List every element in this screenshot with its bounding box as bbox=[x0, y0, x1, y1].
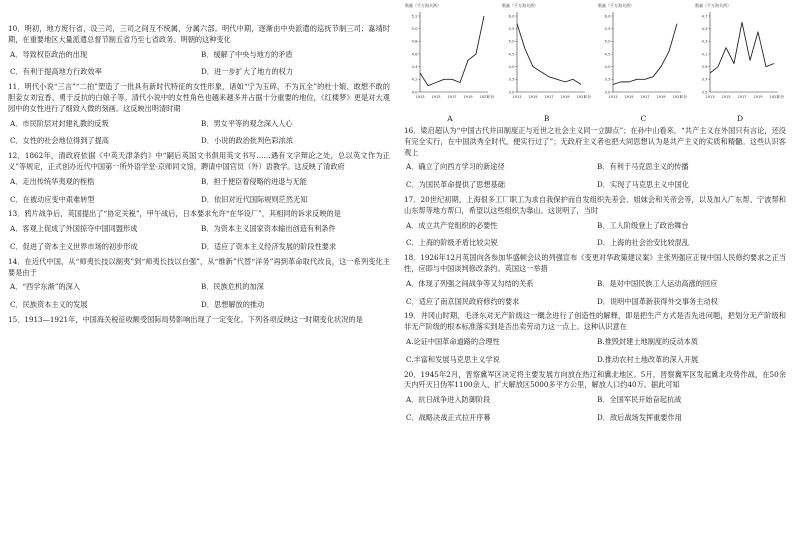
option-d[interactable]: D．说明中国革新获得外交事务主动权 bbox=[597, 296, 718, 306]
question-stem: 19．井冈山时期，毛泽东对无产阶级这一概念进行了创造性的解释，即是把生产方式是否先进问题，把划分无产阶级和非无产阶级的根本标准落实到是否出卖劳动力这一点上。这种认识意在 bbox=[404, 311, 786, 332]
y-axis-label: 数量（千万海关两） bbox=[598, 3, 635, 8]
x-tick-label: 1915 bbox=[721, 95, 731, 99]
chart-c[interactable] bbox=[597, 2, 689, 124]
option-b[interactable]: B．全国军民开始奋起抗战 bbox=[597, 395, 682, 405]
option-b[interactable]: B．是对中国民族工人运动高涨的回应 bbox=[597, 278, 718, 288]
x-tick-label: 1919 bbox=[753, 95, 763, 99]
question-options bbox=[404, 279, 786, 308]
option-c[interactable]: C．适应了南京国民政府修约的要求 bbox=[406, 296, 520, 306]
y-tick-label: 4.7 bbox=[701, 13, 708, 19]
option-c[interactable]: C．有利于提高地方行政效率 bbox=[10, 67, 102, 77]
question-stem: 15．1913—1921年，中国海关税征收额受国际局势影响出现了一定变化。下列各项反映这一时期变化状况的是 bbox=[8, 314, 363, 324]
x-axis-suffix: 年份 bbox=[680, 95, 688, 99]
y-axis-label: 数量（千万海关两） bbox=[405, 3, 441, 8]
y-tick-label: 3.7 bbox=[701, 76, 708, 82]
option-d[interactable]: D．小说的政治批判色彩浓浓 bbox=[201, 136, 294, 146]
x-tick-label: 1919 bbox=[560, 95, 570, 99]
question-options bbox=[8, 224, 390, 253]
chart-a[interactable] bbox=[404, 2, 496, 124]
x-tick-label: 1913 bbox=[705, 95, 715, 99]
option-d[interactable]: D．依旧对近代国际规则茫然无知 bbox=[201, 194, 308, 204]
option-b[interactable]: B．民族危机的加深 bbox=[201, 282, 264, 292]
option-a[interactable]: A．市民阶层对封建礼教的反叛 bbox=[10, 118, 109, 128]
y-tick-label: 3.5 bbox=[701, 89, 708, 95]
x-tick-label: 1913 bbox=[512, 95, 522, 99]
y-tick-label: 4.0 bbox=[411, 89, 418, 95]
question-20 bbox=[404, 370, 786, 424]
x-tick-label: 1915 bbox=[431, 95, 441, 99]
option-b[interactable]: B．为资本主义国家资本输出创造有利条件 bbox=[201, 224, 336, 234]
question-stem: 11．明代小说“三言”“二拍”塑造了一批具有新时代特征的女性形象，诸如“宁为玉碎，不为瓦全”的杜十娘、敢想不敢的胆妾女刘宜香、勇于反抗的白娘子等。清代小说中的女性角色也越来越多并占据十分重要的地位，《红楼梦》更是对大观园中的女性进行了细致入微的刻画。这反映出明清时期 bbox=[8, 82, 390, 113]
chart-option-letter[interactable]: A bbox=[447, 113, 453, 123]
y-tick-label: 4.4 bbox=[411, 64, 418, 70]
x-tick-label: 1921 bbox=[576, 95, 586, 99]
question-14 bbox=[8, 257, 390, 311]
y-tick-label: 5.5 bbox=[604, 26, 611, 32]
question-12 bbox=[8, 151, 390, 205]
chart-option-letter[interactable]: D bbox=[736, 113, 743, 123]
question-19 bbox=[404, 311, 786, 365]
option-d[interactable]: D.推动农村土地改革的深入开展 bbox=[597, 354, 699, 364]
question-stem: 12．1862年，清政府依据《中英天津条约》中“嗣后英国文书俱用英文书写……遇有文字辩论之处，总以英文作为正义”等规定，正式创办近代中国第一所外语学堂-京师同文馆，聘请中国官员（外）语教学。这反映了清政府 bbox=[8, 151, 390, 171]
question-18 bbox=[404, 253, 786, 307]
x-tick-label: 1915 bbox=[624, 95, 634, 99]
option-b[interactable]: B．有利于马克思主义的传播 bbox=[597, 162, 689, 172]
option-b[interactable]: B．担于便臣着侵略的进退与无能 bbox=[201, 176, 307, 186]
x-tick-label: 1915 bbox=[528, 95, 538, 99]
option-c[interactable]: C．促进了资本主义世界市场的初步形成 bbox=[10, 241, 138, 251]
y-tick-label: 4.3 bbox=[701, 38, 708, 44]
y-tick-label: 3.9 bbox=[701, 64, 708, 70]
y-tick-label: 5.0 bbox=[604, 38, 611, 44]
option-a[interactable]: A.论证中国革命道路的合理性 bbox=[406, 336, 500, 346]
chart-option-letter[interactable]: C bbox=[640, 113, 647, 123]
right-column bbox=[404, 0, 786, 428]
x-tick-label: 1919 bbox=[463, 95, 473, 99]
option-d[interactable]: D．敌后战场发挥重要作用 bbox=[597, 412, 682, 422]
question-options bbox=[404, 162, 786, 191]
series-line bbox=[517, 24, 581, 85]
y-tick-label: 6.0 bbox=[604, 13, 611, 19]
x-tick-label: 1921 bbox=[672, 95, 682, 99]
option-a[interactable]: A．客观上促成了外国掠夺中国同盟形成 bbox=[10, 224, 138, 234]
series-line bbox=[710, 22, 774, 73]
line-chart-svg bbox=[501, 2, 593, 110]
option-c[interactable]: C．女性的社会地位得到了提高 bbox=[10, 136, 109, 146]
question-13 bbox=[8, 209, 390, 252]
y-tick-label: 3.0 bbox=[604, 89, 611, 95]
option-c[interactable]: C．为国民革命提供了思想基础 bbox=[406, 180, 505, 190]
x-axis-suffix: 年份 bbox=[776, 95, 784, 99]
option-d[interactable]: D．适应了资本主义经济发展的阶段性要求 bbox=[201, 241, 337, 251]
question-10 bbox=[8, 24, 390, 78]
option-b[interactable]: B．工人阶级登上了政治舞台 bbox=[597, 220, 689, 230]
y-tick-label: 3.0 bbox=[508, 89, 515, 95]
question-stem: 10．明初，地方废行省，设三司，三司之间互不统属，分属六部。明代中期，逐渐由中央派遣的巡抚节制三司；嘉靖时期，在重要地区大量派遣总督节制五省乃至七省政务。明朝的这种变化 bbox=[8, 24, 390, 44]
y-axis-label: 数量（千万海关两） bbox=[501, 3, 538, 8]
option-a[interactable]: A．成立共产党组织的必要性 bbox=[406, 220, 498, 230]
option-c[interactable]: C．在被动应变中艰难转型 bbox=[10, 194, 95, 204]
x-tick-label: 1917 bbox=[544, 95, 554, 99]
x-tick-label: 1921 bbox=[769, 95, 779, 99]
y-axis-label: 数量（千万海关两） bbox=[694, 3, 731, 8]
question-options bbox=[404, 221, 786, 250]
series-line bbox=[420, 16, 484, 86]
y-tick-label: 5.0 bbox=[411, 26, 418, 32]
y-tick-label: 4.5 bbox=[508, 51, 515, 57]
y-tick-label: 4.2 bbox=[411, 76, 418, 82]
option-d[interactable]: D．上海的社会治安比较混乱 bbox=[597, 238, 690, 248]
question-options bbox=[8, 282, 390, 311]
chart-d[interactable] bbox=[694, 2, 786, 124]
option-d[interactable]: D．实现了马克思主义中国化 bbox=[597, 180, 690, 190]
y-tick-label: 4.1 bbox=[701, 51, 708, 57]
y-tick-label: 5.0 bbox=[508, 38, 515, 44]
question-stem: 14．在近代中国，从“师夷长技以制夷”到“师夷长技以自强”，从“维新”代替“洋务”再到革命取代改良，这一系列变化主要是由于 bbox=[8, 256, 390, 277]
left-column bbox=[8, 0, 390, 330]
question-15 bbox=[8, 315, 390, 326]
option-c[interactable]: C．民族资本主义的发展 bbox=[10, 300, 88, 310]
y-tick-label: 5.5 bbox=[508, 26, 515, 32]
question-options bbox=[404, 337, 786, 366]
x-tick-label: 1913 bbox=[415, 95, 425, 99]
x-axis-suffix: 年份 bbox=[486, 95, 494, 99]
line-chart-svg bbox=[694, 2, 786, 110]
option-a[interactable]: A．导致权臣政治的出现 bbox=[10, 49, 88, 59]
question-stem: 17．20世纪初期，上海很多工厂职工为求自我保护而自发组织先差会、姐妹会和关帝会等，以及加入广东帮、宁波帮和山东帮等地方帮口，希望以这些组织为靠山。这说明了，当时 bbox=[404, 194, 786, 215]
option-a[interactable]: A．走出传统华夷观的桎梏 bbox=[10, 176, 95, 186]
option-a[interactable]: A．确立了向西方学习的新途径 bbox=[406, 162, 505, 172]
option-c[interactable]: C．战略决战正式拉开序幕 bbox=[406, 412, 491, 422]
y-tick-label: 4.5 bbox=[604, 51, 611, 57]
chart-b[interactable] bbox=[501, 2, 593, 124]
y-tick-label: 4.6 bbox=[411, 51, 418, 57]
y-tick-label: 3.5 bbox=[508, 76, 515, 82]
x-tick-label: 1913 bbox=[608, 95, 618, 99]
question-stem: 16．梁启超认为“中国古代井田制度正与近世之社会主义同一立脚点”；在孙中山看来，“共产主义在外国只有言论，还没有完全实行，在中国洪秀全时代，便实行过了”；无政府主义者也把大同思想认为是共产主义的实质和精髓。这些认识客观上 bbox=[404, 126, 786, 157]
option-b[interactable]: B．男女平等的观念深入人心 bbox=[201, 118, 293, 128]
question-stem: 20．1945年2月，晋察冀军区决定将主要发展方向放在热辽和冀北地区。5月，晋察冀军区发起冀北攻势作战，在50余天内歼灭日伪军1100余人，扩大解放区5000多平方公里，解放人口约40万。据此可知 bbox=[404, 369, 786, 390]
option-c[interactable]: C．上海的阶级矛盾比较尖锐 bbox=[406, 238, 498, 248]
series-line bbox=[613, 24, 677, 85]
x-tick-label: 1921 bbox=[479, 95, 489, 99]
question-stem: 18．1926年12月英国向各参加华盛顿会议的列强宣布《变更对华政策建议案》主张列强应正视中国人民修约要求之正当性，应即与中国谈判修改条约。英国这一举措 bbox=[404, 253, 786, 273]
question-16 bbox=[404, 126, 786, 191]
y-tick-label: 4.5 bbox=[701, 26, 708, 32]
option-d[interactable]: D．思想解放的推动 bbox=[201, 300, 265, 310]
option-a[interactable]: A．“西学东渐”的深入 bbox=[10, 282, 81, 292]
x-tick-label: 1917 bbox=[737, 95, 747, 99]
x-tick-label: 1917 bbox=[447, 95, 457, 99]
x-tick-label: 1919 bbox=[656, 95, 666, 99]
option-d[interactable]: D．进一步扩大了地方的权力 bbox=[201, 67, 294, 77]
y-tick-label: 4.8 bbox=[411, 38, 418, 44]
x-axis-suffix: 年份 bbox=[583, 95, 591, 99]
option-c[interactable]: C.丰富和发展马克思主义学说 bbox=[406, 354, 500, 364]
y-tick-label: 4.0 bbox=[508, 64, 515, 70]
question-options bbox=[8, 177, 390, 206]
option-b[interactable]: B.推毁封建土地制度的反动本质 bbox=[597, 336, 699, 346]
option-a[interactable]: A．抗日战争进入防御阶段 bbox=[406, 395, 491, 405]
chart-option-letter[interactable]: B bbox=[543, 113, 550, 123]
y-tick-label: 6.0 bbox=[508, 13, 515, 19]
line-chart-svg bbox=[597, 2, 689, 110]
option-a[interactable]: A．体现了列强之间战争等又勾结的关系 bbox=[406, 278, 534, 288]
line-chart-svg bbox=[404, 2, 496, 110]
y-tick-label: 3.5 bbox=[604, 76, 611, 82]
question-17 bbox=[404, 195, 786, 249]
option-b[interactable]: B．缓解了中央与地方的矛盾 bbox=[201, 49, 293, 59]
question-options bbox=[404, 395, 786, 424]
question-options bbox=[8, 119, 390, 148]
question-15-charts bbox=[404, 2, 786, 126]
question-11 bbox=[8, 82, 390, 147]
x-tick-label: 1917 bbox=[640, 95, 650, 99]
question-options bbox=[8, 50, 390, 79]
y-tick-label: 4.0 bbox=[604, 64, 611, 70]
question-stem: 13．鸦片战争后，英国提出了“协定关税”，甲午战后，日本要求允许“在华设厂”，其相同的诉求反映的是 bbox=[8, 209, 341, 219]
y-tick-label: 5.2 bbox=[411, 13, 418, 19]
